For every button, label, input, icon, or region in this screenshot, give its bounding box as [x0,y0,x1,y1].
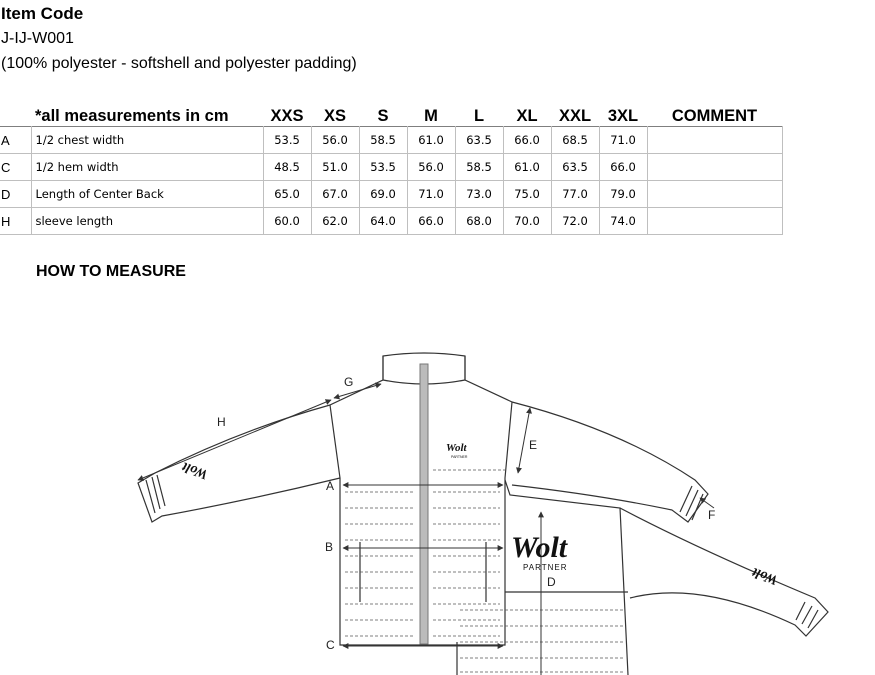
measurement-code: H [0,208,31,235]
table-cell: 56.0 [311,127,359,154]
label-e: E [529,438,538,452]
measurement-name: 1/2 hem width [31,154,263,181]
chest-logo: Wolt [446,442,467,454]
quilting-lines [345,470,625,672]
chest-logo-sub: PARTNER [451,455,468,459]
comment-cell [647,154,782,181]
table-cell: 58.5 [455,154,503,181]
size-header-xs: XS [323,106,346,125]
table-cell: 64.0 [359,208,407,235]
label-c: C [326,638,335,652]
right-sleeve-outline [512,402,708,522]
measurement-code: A [0,127,31,154]
left-sleeve-cuff [146,475,165,513]
table-cell: 75.0 [503,181,551,208]
table-cell: 65.0 [263,181,311,208]
size-header-xl: XL [516,106,538,125]
back-body-outline [505,480,628,675]
label-g: G [344,375,354,389]
table-cell: 53.5 [263,127,311,154]
measurement-name: sleeve length [31,208,263,235]
size-header-s: S [377,106,389,125]
table-cell: 69.0 [359,181,407,208]
comment-cell [647,127,782,154]
how-to-measure-heading: HOW TO MEASURE [36,263,186,280]
back-sleeve-outline [620,508,828,636]
size-header-3xl: 3XL [607,106,639,125]
table-cell: 51.0 [311,154,359,181]
table-cell: 70.0 [503,208,551,235]
label-d: D [547,575,556,589]
table-row [0,127,782,154]
measurement-name: 1/2 chest width [31,127,263,154]
comment-cell [647,208,782,235]
size-header-l: L [473,106,485,125]
table-cell: 53.5 [359,154,407,181]
table-cell: 63.5 [551,154,599,181]
back-logo-sub: PARTNER [523,563,568,572]
table-cell: 71.0 [599,127,647,154]
table-cell: 72.0 [551,208,599,235]
item-code-value: J-IJ-W001 [1,30,74,47]
table-cell: 68.5 [551,127,599,154]
table-cell: 73.0 [455,181,503,208]
measurement-name: Length of Center Back [31,181,263,208]
table-header-row [0,106,782,127]
jacket-measurement-diagram [0,280,875,675]
table-cell: 68.0 [455,208,503,235]
table-row [0,181,782,208]
table-cell: 71.0 [407,181,455,208]
measurement-code: D [0,181,31,208]
back-sleeve-cuff [796,602,818,628]
table-cell: 58.5 [359,127,407,154]
label-a: A [326,479,335,493]
table-row [0,154,782,181]
size-header-m: M [424,106,438,125]
item-code-title: Item Code [1,4,84,23]
table-cell: 66.0 [503,127,551,154]
size-header-xxs: XXS [270,106,304,125]
material-description: (100% polyester - softshell and polyester padding) [1,55,357,72]
label-h: H [217,415,226,429]
comment-cell [647,181,782,208]
right-sleeve-cuff [680,486,703,520]
zipper [420,364,428,644]
header-empty-cell [0,106,31,127]
table-cell: 74.0 [599,208,647,235]
arrow-g [334,384,381,398]
left-sleeve-outline [138,405,340,522]
jacket-outline [138,353,828,675]
label-b: B [325,540,334,554]
table-cell: 63.5 [455,127,503,154]
table-cell: 61.0 [503,154,551,181]
arrow-h [138,400,331,480]
size-header-xxl: XXL [558,106,592,125]
measurements-unit-header: *all measurements in cm [35,106,229,125]
table-cell: 67.0 [311,181,359,208]
table-cell: 66.0 [599,154,647,181]
left-sleeve-logo: Wolt [180,458,211,482]
table-cell: 79.0 [599,181,647,208]
size-chart-table [0,106,783,235]
comment-header: COMMENT [671,106,758,125]
table-cell: 56.0 [407,154,455,181]
table-cell: 60.0 [263,208,311,235]
label-f: F [708,508,716,522]
table-cell: 61.0 [407,127,455,154]
table-cell: 77.0 [551,181,599,208]
table-cell: 48.5 [263,154,311,181]
right-sleeve-logo: Wolt [750,564,781,588]
table-row [0,208,782,235]
table-cell: 62.0 [311,208,359,235]
measurement-code: C [0,154,31,181]
back-logo: Wolt [511,531,568,564]
table-cell: 66.0 [407,208,455,235]
